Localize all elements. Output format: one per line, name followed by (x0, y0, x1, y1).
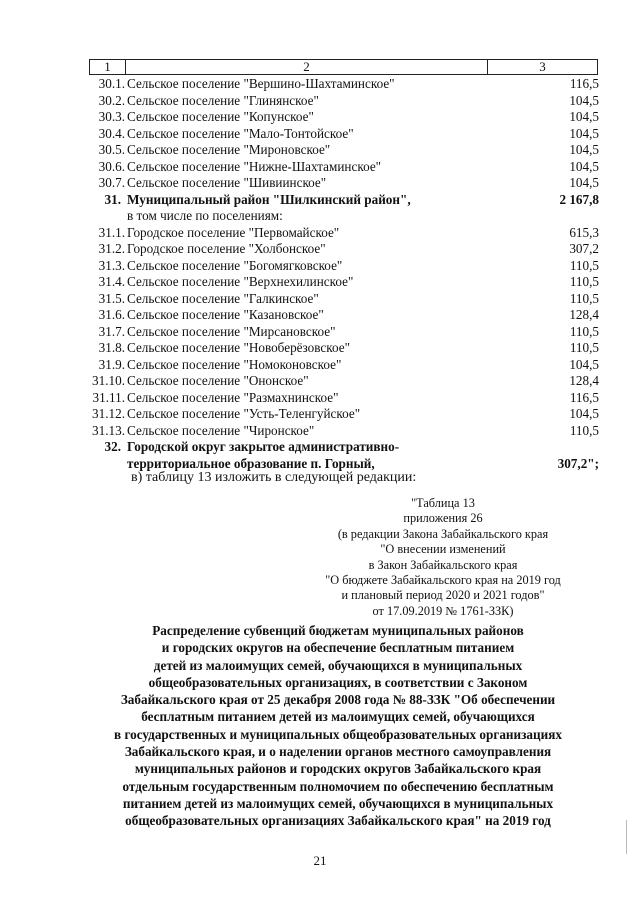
caption-line: (в редакции Закона Забайкальского края (337, 526, 549, 541)
table-row (0, 324, 640, 341)
table-row (0, 142, 640, 159)
row-number: 30.5. (98, 142, 125, 157)
intro-text: в) таблицу 13 изложить в следующей редакции: (131, 470, 417, 485)
row-name: Сельское поселение "Номоконовское" (127, 356, 342, 372)
row-value: 110,5 (569, 340, 599, 355)
table-row (0, 307, 640, 324)
row-value: 116,5 (569, 76, 599, 91)
row-value: 104,5 (569, 142, 599, 157)
row-number: 30.1. (98, 76, 125, 91)
table-row (0, 258, 640, 275)
row-number: 31.3. (98, 257, 125, 273)
caption-line: приложения 26 (403, 511, 483, 526)
row-name: Сельское поселение "Размахнинское" (127, 389, 339, 405)
title-line: бесплатным питанием детей из малоимущих семей, обучающихся (141, 709, 535, 725)
page-number: 21 (313, 853, 327, 868)
title-line: Забайкальского края, и о наделении органов местного самоуправления (124, 744, 552, 760)
title-line: Распределение субвенций бюджетам муниципальных районов (152, 623, 524, 638)
caption-line: "Таблица 13 (411, 496, 475, 510)
row-number: 31.12. (92, 406, 125, 421)
table-header-col-1: 1 (90, 60, 126, 74)
table-header-col-3: 3 (539, 59, 546, 74)
row-name: территориальное образование п. Горный, (127, 455, 375, 471)
table-row (0, 175, 640, 192)
row-value: 110,5 (569, 422, 599, 438)
row-name: Городское поселение "Первомайское" (127, 224, 340, 240)
row-value: 116,5 (569, 389, 599, 405)
table-row (0, 159, 640, 176)
row-name: Сельское поселение "Мирсановское" (127, 323, 336, 339)
row-name: Городское поселение "Холбонское" (127, 241, 326, 256)
row-value: 128,4 (569, 307, 599, 322)
row-value: 104,5 (569, 158, 599, 174)
row-number: 30.7. (98, 175, 125, 190)
row-value: 307,2 (569, 241, 599, 256)
row-name: Сельское поселение "Нижне-Шахтаминское" (127, 158, 382, 174)
table-row (0, 406, 640, 423)
row-name: Сельское поселение "Шивиинское" (127, 175, 327, 190)
row-number: 30.3. (98, 109, 125, 124)
table-row (0, 208, 640, 225)
page-edge-mark (626, 820, 627, 854)
table-row (0, 390, 640, 407)
table-row (0, 439, 640, 456)
row-number: 30.4. (98, 125, 125, 141)
table-row (0, 126, 640, 143)
row-number: 30.2. (98, 92, 125, 108)
row-number: 31.2. (98, 241, 125, 256)
document-title (78, 622, 598, 830)
row-number: 31.5. (98, 290, 125, 306)
row-name: Сельское поселение "Ононское" (127, 373, 309, 388)
row-value: 104,5 (569, 356, 599, 372)
row-number: 31.10. (92, 373, 125, 388)
table-row (0, 423, 640, 440)
table-row (0, 274, 640, 291)
table-row (0, 225, 640, 242)
row-name: Муниципальный район "Шилкинский район", (127, 191, 411, 207)
title-line: отдельным государственным полномочием по обеспечению бесплатным (122, 778, 554, 794)
table-header-col-2: 2 (126, 60, 488, 74)
row-number: 30.6. (98, 158, 125, 174)
table-row (0, 192, 640, 209)
row-value: 104,5 (569, 125, 599, 141)
row-number: 31. (104, 191, 121, 207)
row-number: 31.7. (98, 323, 125, 339)
row-value: 104,5 (569, 175, 599, 190)
row-value: 307,2"; (557, 455, 599, 471)
table-row (0, 76, 640, 93)
row-name: Сельское поселение "Мало-Тонтойское" (127, 125, 354, 141)
title-line: муниципальных районов и городских округов Забайкальского края (134, 761, 542, 777)
caption-line: от 17.09.2019 № 1761-ЗЗК) (372, 603, 514, 618)
title-line: общеобразовательных организациях, в соответствии с Законом (148, 674, 528, 690)
row-name: Городской округ закрытое административно- (127, 439, 400, 454)
row-number: 31.1. (98, 224, 125, 240)
row-number: 31.9. (98, 356, 125, 372)
row-value: 104,5 (569, 92, 599, 108)
row-value: 110,5 (569, 290, 599, 306)
row-value: 2 167,8 (559, 191, 599, 207)
table-row (0, 109, 640, 126)
row-value: 104,5 (569, 406, 599, 421)
caption-line: и плановый период 2020 и 2021 годов" (341, 588, 545, 603)
row-value: 110,5 (569, 323, 599, 339)
title-line: общеобразовательных организациях Забайкальского края" на 2019 год (125, 813, 551, 829)
row-value: 110,5 (569, 274, 599, 289)
row-number: 31.8. (98, 340, 125, 355)
row-name: Сельское поселение "Верхнехилинское" (127, 274, 354, 289)
row-number: 31.13. (92, 422, 125, 438)
row-name: Сельское поселение "Богомягковское" (127, 257, 343, 273)
row-value: 110,5 (569, 257, 599, 273)
row-name: Сельское поселение "Новоберёзовское" (127, 340, 350, 355)
caption-line: в Закон Забайкальского края (368, 557, 518, 572)
title-line: питанием детей из малоимущих семей, обучающихся в муниципальных (122, 795, 554, 811)
row-number: 31.11. (92, 389, 125, 405)
table-body (0, 76, 640, 472)
table-row (0, 373, 640, 390)
row-name: Сельское поселение "Галкинское" (127, 290, 319, 306)
caption-line: "О внесении изменений (380, 542, 506, 557)
row-number: 32. (104, 439, 121, 454)
table-row (0, 291, 640, 308)
row-number: 31.6. (98, 307, 125, 322)
row-name: Сельское поселение "Глинянское" (127, 92, 319, 108)
table-header (89, 59, 598, 75)
row-name: Сельское поселение "Чиронское" (127, 422, 315, 438)
title-line: и городских округов на обеспечение бесплатным питанием (161, 640, 515, 656)
table-row (0, 357, 640, 374)
row-value: 615,3 (569, 224, 599, 240)
row-name: Сельское поселение "Копунское" (127, 109, 314, 124)
title-line: Забайкальского края от 25 декабря 2008 года № 88-ЗЗК "Об обеспечении (120, 692, 556, 708)
caption-line: "О бюджете Забайкальского края на 2019 год (325, 573, 561, 588)
row-number: 31.4. (98, 274, 125, 289)
table-row (0, 241, 640, 258)
table-caption (300, 496, 586, 619)
row-value: 104,5 (569, 109, 599, 124)
row-name: Сельское поселение "Казановское" (127, 307, 324, 322)
row-name: Сельское поселение "Усть-Теленгуйское" (127, 406, 361, 421)
row-name: Сельское поселение "Вершино-Шахтаминское" (127, 76, 395, 91)
title-line: в государственных и муниципальных общеобразовательных организациях (114, 726, 562, 742)
table-row (0, 340, 640, 357)
row-name: в том числе по поселениям: (127, 208, 283, 223)
table-row (0, 93, 640, 110)
title-line: детей из малоимущих семей, обучающихся в муниципальных (153, 657, 523, 673)
row-name: Сельское поселение "Мироновское" (127, 142, 331, 157)
row-value: 128,4 (569, 373, 599, 388)
